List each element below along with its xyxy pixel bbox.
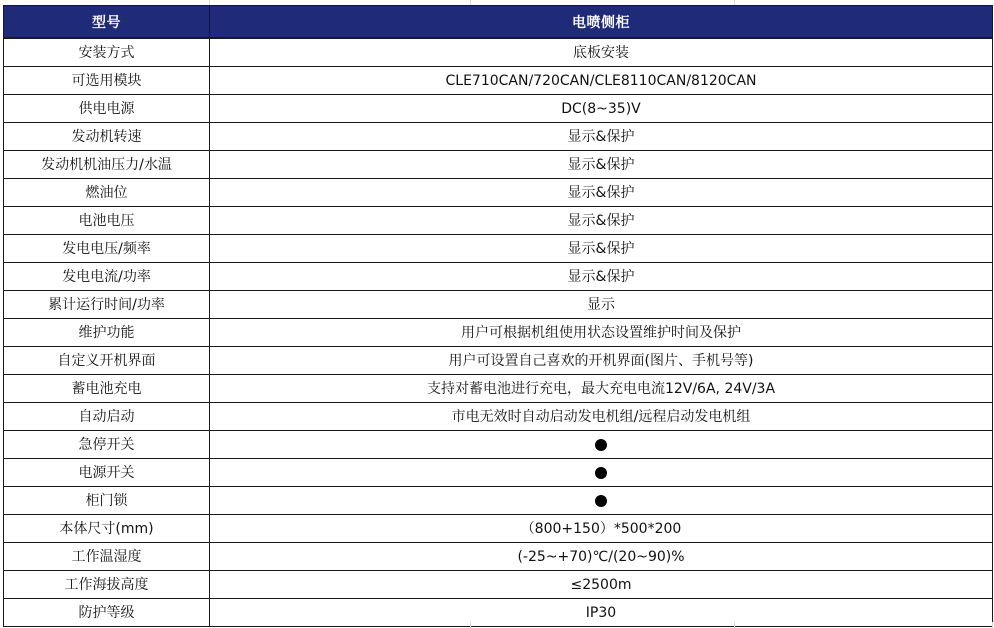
table-row [4, 95, 993, 123]
spec-value-cell: 底板安装 [210, 38, 993, 67]
spec-value-cell: 显示&保护 [210, 207, 993, 235]
table-row [4, 431, 993, 459]
spec-label-cell: 蓄电池充电 [4, 375, 210, 403]
spec-value-cell [210, 431, 993, 459]
spec-value-cell: 用户可设置自己喜欢的开机界面(图片、手机号等) [210, 347, 993, 375]
spec-label-cell: 柜门锁 [4, 487, 210, 515]
table-row [4, 179, 993, 207]
table-row [4, 319, 993, 347]
spec-label-cell: 安装方式 [4, 38, 210, 67]
spec-value-cell: 显示&保护 [210, 179, 993, 207]
table-row [4, 207, 993, 235]
spec-value-cell: 显示&保护 [210, 123, 993, 151]
spec-label-cell: 可选用模块 [4, 67, 210, 95]
table-row [4, 375, 993, 403]
spec-value-cell: (-25~+70)℃/(20~90)% [210, 543, 993, 571]
spec-value-cell: DC(8~35)V [210, 95, 993, 123]
spec-label-cell: 自定义开机界面 [4, 347, 210, 375]
gridline [734, 622, 735, 628]
spec-value-cell: 市电无效时自动启动发电机组/远程启动发电机组 [210, 403, 993, 431]
spec-value-cell: 显示&保护 [210, 263, 993, 291]
spec-value-cell: IP30 [210, 599, 993, 627]
spec-label-cell: 电池电压 [4, 207, 210, 235]
table-row [4, 123, 993, 151]
spec-value-cell: CLE710CAN/720CAN/CLE8110CAN/8120CAN [210, 67, 993, 95]
table-row [4, 263, 993, 291]
spec-value-cell: ≤2500m [210, 571, 993, 599]
spec-value-cell: 显示&保护 [210, 235, 993, 263]
spec-value-cell: （800+150）*500*200 [210, 515, 993, 543]
spec-label-cell: 燃油位 [4, 179, 210, 207]
table-row [4, 38, 993, 67]
spec-table-body [4, 38, 993, 627]
table-header-row [4, 6, 993, 39]
spec-table [3, 5, 993, 627]
spec-label-cell: 防护等级 [4, 599, 210, 627]
table-row [4, 67, 993, 95]
spec-value-cell: 支持对蓄电池进行充电，最大充电电流12V/6A, 24V/3A [210, 375, 993, 403]
header-model-label: 型号 [4, 6, 210, 39]
spec-label-cell: 发动机机油压力/水温 [4, 151, 210, 179]
spec-label-cell: 自动启动 [4, 403, 210, 431]
spec-value-cell: 显示&保护 [210, 151, 993, 179]
table-row [4, 403, 993, 431]
spec-value-cell: 显示 [210, 291, 993, 319]
spec-label-cell: 维护功能 [4, 319, 210, 347]
spec-value-cell: 用户可根据机组使用状态设置维护时间及保护 [210, 319, 993, 347]
spec-value-cell [210, 459, 993, 487]
spec-label-cell: 急停开关 [4, 431, 210, 459]
table-row [4, 151, 993, 179]
table-row [4, 543, 993, 571]
filled-circle-icon [595, 439, 607, 451]
table-row [4, 515, 993, 543]
table-row [4, 487, 993, 515]
gridline [470, 622, 471, 628]
filled-circle-icon [595, 467, 607, 479]
spec-label-cell: 工作海拔高度 [4, 571, 210, 599]
table-row [4, 235, 993, 263]
spec-label-cell: 供电电源 [4, 95, 210, 123]
table-row [4, 571, 993, 599]
spec-label-cell: 工作温湿度 [4, 543, 210, 571]
spec-label-cell: 本体尺寸(mm) [4, 515, 210, 543]
spec-label-cell: 累计运行时间/功率 [4, 291, 210, 319]
filled-circle-icon [595, 495, 607, 507]
table-row [4, 459, 993, 487]
table-row [4, 347, 993, 375]
spec-label-cell: 电源开关 [4, 459, 210, 487]
spec-label-cell: 发动机转速 [4, 123, 210, 151]
bottom-gridlines [0, 622, 994, 628]
spec-label-cell: 发电电压/频率 [4, 235, 210, 263]
gridline [992, 622, 993, 628]
spec-value-cell [210, 487, 993, 515]
spec-label-cell: 发电电流/功率 [4, 263, 210, 291]
table-row [4, 291, 993, 319]
header-product-name: 电喷侧柜 [210, 6, 993, 39]
